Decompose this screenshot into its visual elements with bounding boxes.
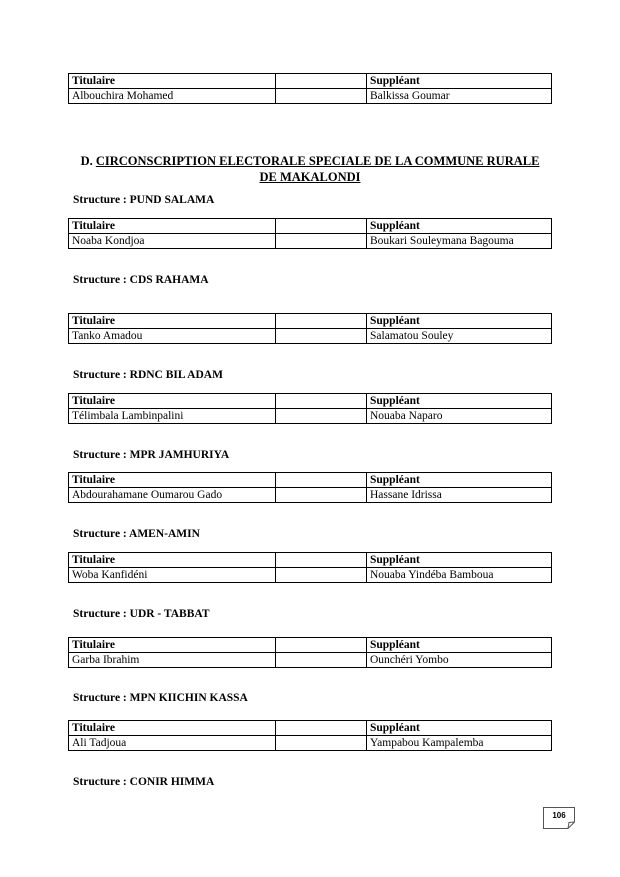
page-number-box bbox=[543, 807, 575, 829]
titulaire-name: Télimbala Lambinpalini bbox=[69, 409, 276, 424]
suppleant-name: Salamatou Souley bbox=[367, 329, 552, 344]
candidate-table bbox=[68, 552, 552, 583]
structure-name: UDR - TABBAT bbox=[129, 608, 210, 620]
structure-heading: Structure : MPR JAMHURIYA bbox=[73, 449, 230, 461]
suppleant-name: Balkissa Goumar bbox=[367, 89, 552, 104]
candidate-table bbox=[68, 218, 552, 249]
header-titulaire: Titulaire bbox=[69, 394, 276, 409]
header-suppleant: Suppléant bbox=[367, 473, 552, 488]
suppleant-name: Nouaba Yindéba Bamboua bbox=[367, 568, 552, 583]
section-prefix: D. bbox=[80, 154, 96, 168]
titulaire-name: Noaba Kondjoa bbox=[69, 234, 276, 249]
structure-heading: Structure : AMEN-AMIN bbox=[73, 528, 200, 540]
header-suppleant: Suppléant bbox=[367, 721, 552, 736]
section-title-line1: CIRCONSCRIPTION ELECTORALE SPECIALE DE LA COMMUNE RURALE bbox=[95, 154, 540, 168]
header-suppleant: Suppléant bbox=[367, 74, 552, 89]
titulaire-name: Albouchira Mohamed bbox=[69, 89, 276, 104]
structure-name: RDNC BIL ADAM bbox=[129, 369, 223, 381]
header-suppleant: Suppléant bbox=[367, 314, 552, 329]
suppleant-name: Nouaba Naparo bbox=[367, 409, 552, 424]
suppleant-name: Yampabou Kampalemba bbox=[367, 736, 552, 751]
header-titulaire: Titulaire bbox=[69, 219, 276, 234]
structure-heading: Structure : MPN KIICHIN KASSA bbox=[73, 692, 248, 704]
suppleant-name: Hassane Idrissa bbox=[367, 488, 552, 503]
candidate-table bbox=[68, 393, 552, 424]
structure-name: CDS RAHAMA bbox=[129, 274, 209, 286]
header-suppleant: Suppléant bbox=[367, 219, 552, 234]
titulaire-name: Ali Tadjoua bbox=[69, 736, 276, 751]
structure-heading: Structure : UDR - TABBAT bbox=[73, 608, 210, 620]
header-titulaire: Titulaire bbox=[69, 74, 276, 89]
page-number: 106 bbox=[552, 811, 566, 820]
candidate-table bbox=[68, 472, 552, 503]
titulaire-name: Tanko Amadou bbox=[69, 329, 276, 344]
titulaire-name: Garba Ibrahim bbox=[69, 653, 276, 668]
structure-name: MPN KIICHIN KASSA bbox=[129, 692, 248, 704]
header-suppleant: Suppléant bbox=[367, 394, 552, 409]
candidate-table bbox=[68, 720, 552, 751]
candidate-table-continued bbox=[68, 73, 552, 104]
header-titulaire: Titulaire bbox=[69, 314, 276, 329]
candidate-table bbox=[68, 313, 552, 344]
suppleant-name: Boukari Souleymana Bagouma bbox=[367, 234, 552, 249]
titulaire-name: Abdourahamane Oumarou Gado bbox=[69, 488, 276, 503]
titulaire-name: Woba Kanfidéni bbox=[69, 568, 276, 583]
structure-heading: Structure : CONIR HIMMA bbox=[73, 776, 215, 788]
structure-name: PUND SALAMA bbox=[129, 194, 215, 206]
structure-name: MPR JAMHURIYA bbox=[129, 449, 230, 461]
header-titulaire: Titulaire bbox=[69, 721, 276, 736]
header-suppleant: Suppléant bbox=[367, 553, 552, 568]
structure-heading: Structure : CDS RAHAMA bbox=[73, 274, 209, 286]
structure-name: CONIR HIMMA bbox=[129, 776, 215, 788]
suppleant-name: Ounchéri Yombo bbox=[367, 653, 552, 668]
header-titulaire: Titulaire bbox=[69, 638, 276, 653]
section-title-line2: DE MAKALONDI bbox=[259, 170, 361, 184]
candidate-table bbox=[68, 637, 552, 668]
structure-heading: Structure : RDNC BIL ADAM bbox=[73, 369, 223, 381]
structure-heading: Structure : PUND SALAMA bbox=[73, 194, 215, 206]
header-suppleant: Suppléant bbox=[367, 638, 552, 653]
header-titulaire: Titulaire bbox=[69, 553, 276, 568]
section-title bbox=[68, 153, 552, 185]
structure-name: AMEN-AMIN bbox=[129, 528, 200, 540]
header-titulaire: Titulaire bbox=[69, 473, 276, 488]
